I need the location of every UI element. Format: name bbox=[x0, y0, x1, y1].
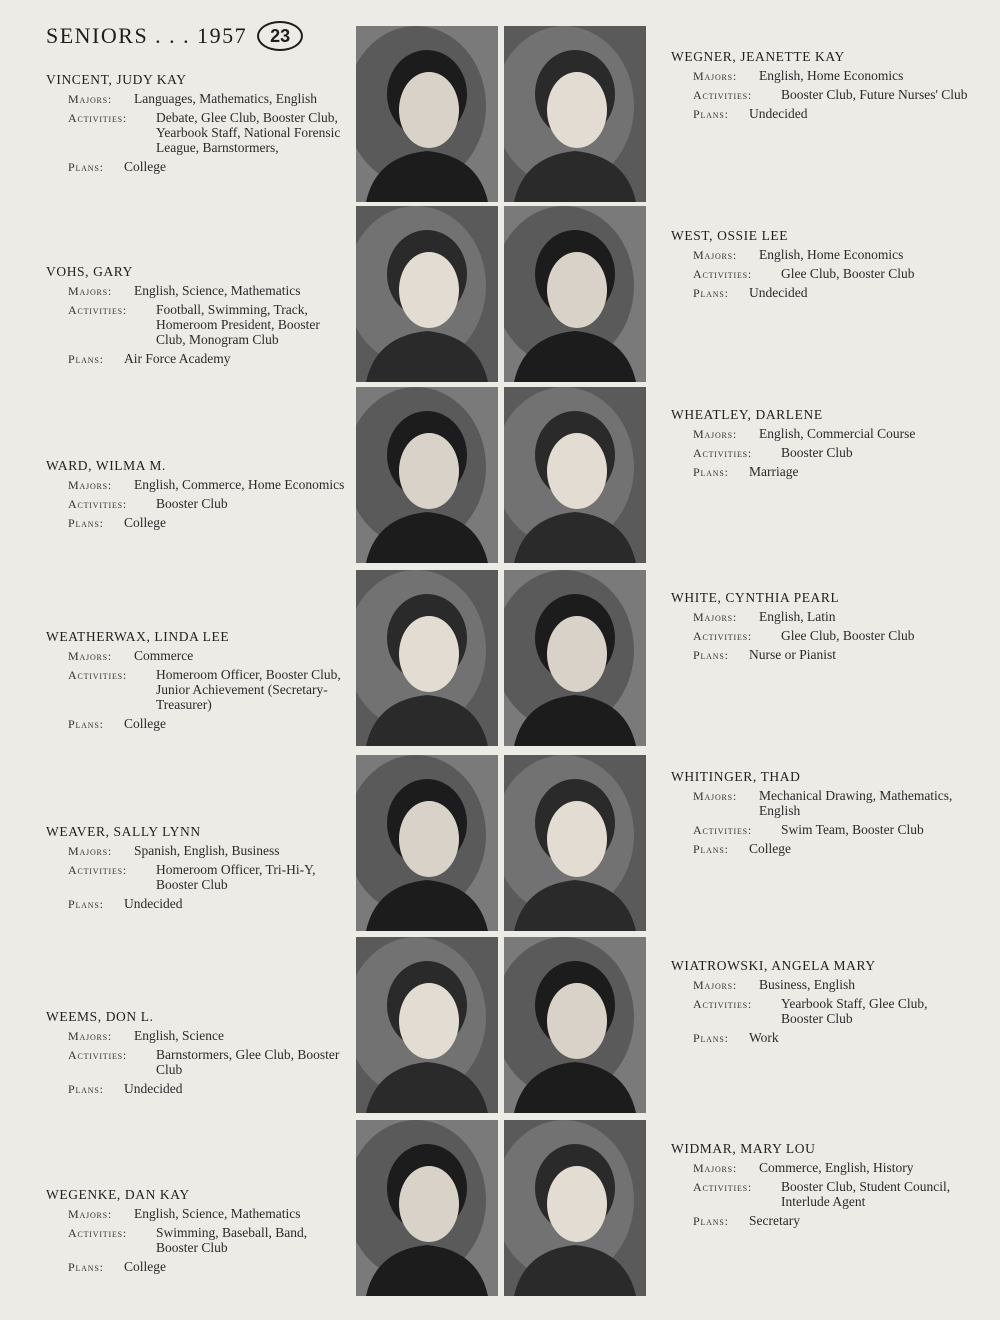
plans-row bbox=[68, 896, 346, 911]
plans-value: Undecided bbox=[749, 285, 808, 300]
majors-row bbox=[68, 843, 346, 858]
activities-row bbox=[68, 496, 346, 511]
plans-value: Marriage bbox=[749, 464, 799, 479]
page-number-badge: 23 bbox=[257, 21, 303, 51]
plans-row bbox=[693, 1030, 971, 1045]
activities-label: Activities: bbox=[693, 446, 753, 460]
senior-name: VINCENT, JUDY KAY bbox=[46, 72, 187, 87]
activities-value: Homeroom Officer, Tri-Hi-Y, Booster Club bbox=[156, 862, 316, 892]
page-header bbox=[46, 20, 303, 52]
majors-value: English, Commerce, Home Economics bbox=[134, 477, 345, 492]
plans-value: College bbox=[124, 1259, 166, 1274]
plans-row bbox=[68, 1259, 346, 1274]
portrait-photo bbox=[356, 570, 498, 746]
portrait-photo bbox=[356, 206, 498, 382]
senior-entry-widmar bbox=[671, 1141, 971, 1232]
portrait-photo bbox=[356, 937, 498, 1113]
senior-entry-whitinger bbox=[671, 769, 971, 860]
activities-row bbox=[693, 87, 971, 102]
plans-label: Plans: bbox=[68, 352, 104, 366]
activities-label: Activities: bbox=[68, 111, 128, 125]
senior-entry-wiatrowski bbox=[671, 958, 971, 1049]
majors-label: Majors: bbox=[68, 844, 113, 858]
activities-label: Activities: bbox=[693, 1180, 753, 1194]
majors-label: Majors: bbox=[68, 1207, 113, 1221]
majors-label: Majors: bbox=[68, 1029, 113, 1043]
activities-row bbox=[693, 266, 971, 281]
majors-value: English, Home Economics bbox=[759, 68, 904, 83]
portrait-photo bbox=[504, 26, 646, 202]
portrait-photo bbox=[356, 387, 498, 563]
senior-name: WEGNER, JEANETTE KAY bbox=[671, 49, 845, 64]
activities-label: Activities: bbox=[68, 497, 128, 511]
plans-label: Plans: bbox=[68, 516, 104, 530]
plans-row bbox=[68, 351, 346, 366]
senior-entry-ward bbox=[46, 458, 346, 534]
senior-entry-weatherwax bbox=[46, 629, 346, 735]
plans-label: Plans: bbox=[693, 107, 729, 121]
senior-name: WEEMS, DON L. bbox=[46, 1009, 154, 1024]
senior-entry-weems bbox=[46, 1009, 346, 1100]
plans-value: College bbox=[124, 515, 166, 530]
majors-row bbox=[693, 609, 971, 624]
majors-label: Majors: bbox=[68, 478, 113, 492]
plans-value: Air Force Academy bbox=[124, 351, 231, 366]
activities-row bbox=[68, 667, 346, 712]
plans-label: Plans: bbox=[68, 717, 104, 731]
activities-row bbox=[68, 302, 346, 347]
activities-row bbox=[68, 110, 346, 155]
activities-label: Activities: bbox=[68, 668, 128, 682]
senior-name: WIATROWSKI, ANGELA MARY bbox=[671, 958, 876, 973]
majors-label: Majors: bbox=[68, 649, 113, 663]
plans-row bbox=[693, 285, 971, 300]
activities-value: Debate, Glee Club, Booster Club, Yearbook Staff, National Forensic League, Barnstormers, bbox=[156, 110, 341, 155]
plans-value: College bbox=[124, 716, 166, 731]
majors-value: Business, English bbox=[759, 977, 856, 992]
majors-row bbox=[68, 477, 346, 492]
majors-row bbox=[68, 1206, 346, 1221]
plans-row bbox=[68, 515, 346, 530]
senior-name: WEATHERWAX, LINDA LEE bbox=[46, 629, 230, 644]
majors-value: English, Science, Mathematics bbox=[134, 1206, 301, 1221]
majors-label: Majors: bbox=[693, 610, 738, 624]
plans-label: Plans: bbox=[68, 1260, 104, 1274]
plans-label: Plans: bbox=[68, 160, 104, 174]
activities-value: Swimming, Baseball, Band, Booster Club bbox=[156, 1225, 308, 1255]
majors-value: English, Home Economics bbox=[759, 247, 904, 262]
plans-row bbox=[693, 647, 971, 662]
activities-value: Swim Team, Booster Club bbox=[781, 822, 924, 837]
plans-row bbox=[693, 464, 971, 479]
majors-row bbox=[693, 977, 971, 992]
plans-value: College bbox=[124, 159, 166, 174]
activities-row bbox=[693, 445, 971, 460]
activities-label: Activities: bbox=[68, 303, 128, 317]
senior-name: WEAVER, SALLY LYNN bbox=[46, 824, 201, 839]
senior-name: WEST, OSSIE LEE bbox=[671, 228, 789, 243]
plans-label: Plans: bbox=[68, 897, 104, 911]
plans-row bbox=[693, 1213, 971, 1228]
majors-value: English, Commercial Course bbox=[759, 426, 916, 441]
senior-name: WEGENKE, DAN KAY bbox=[46, 1187, 190, 1202]
activities-label: Activities: bbox=[693, 629, 753, 643]
majors-row bbox=[693, 1160, 971, 1175]
plans-row bbox=[68, 159, 346, 174]
portrait-photo bbox=[504, 206, 646, 382]
majors-row bbox=[693, 68, 971, 83]
activities-label: Activities: bbox=[68, 1048, 128, 1062]
activities-row bbox=[693, 996, 971, 1026]
majors-label: Majors: bbox=[693, 1161, 738, 1175]
plans-label: Plans: bbox=[693, 1214, 729, 1228]
senior-entry-weaver bbox=[46, 824, 346, 915]
senior-name: VOHS, GARY bbox=[46, 264, 134, 279]
activities-value: Glee Club, Booster Club bbox=[781, 628, 915, 643]
activities-row bbox=[693, 822, 971, 837]
activities-row bbox=[68, 1225, 346, 1255]
majors-value: Commerce bbox=[134, 648, 194, 663]
activities-label: Activities: bbox=[693, 267, 753, 281]
portrait-photo bbox=[356, 1120, 498, 1296]
plans-value: Work bbox=[749, 1030, 779, 1045]
senior-name: WHITE, CYNTHIA PEARL bbox=[671, 590, 840, 605]
majors-value: English, Latin bbox=[759, 609, 836, 624]
plans-label: Plans: bbox=[693, 842, 729, 856]
activities-row bbox=[693, 1179, 971, 1209]
activities-row bbox=[68, 862, 346, 892]
majors-row bbox=[68, 283, 346, 298]
activities-value: Booster Club, Future Nurses' Club bbox=[781, 87, 968, 102]
majors-row bbox=[68, 91, 346, 106]
activities-value: Glee Club, Booster Club bbox=[781, 266, 915, 281]
senior-entry-wheatley bbox=[671, 407, 971, 483]
majors-row bbox=[693, 788, 971, 818]
senior-name: WHITINGER, THAD bbox=[671, 769, 801, 784]
activities-row bbox=[68, 1047, 346, 1077]
activities-value: Booster Club bbox=[781, 445, 853, 460]
portrait-photo bbox=[356, 755, 498, 931]
majors-label: Majors: bbox=[693, 69, 738, 83]
majors-row bbox=[68, 648, 346, 663]
majors-value: English, Science bbox=[134, 1028, 224, 1043]
activities-value: Homeroom Officer, Booster Club, Junior Achievement (Secretary-Treasurer) bbox=[156, 667, 341, 712]
senior-name: WARD, WILMA M. bbox=[46, 458, 166, 473]
plans-row bbox=[693, 106, 971, 121]
activities-label: Activities: bbox=[68, 863, 128, 877]
portrait-photo bbox=[504, 387, 646, 563]
portrait-photo bbox=[504, 1120, 646, 1296]
plans-value: College bbox=[749, 841, 791, 856]
majors-label: Majors: bbox=[68, 284, 113, 298]
plans-value: Undecided bbox=[124, 1081, 183, 1096]
majors-label: Majors: bbox=[693, 978, 738, 992]
majors-row bbox=[693, 247, 971, 262]
activities-value: Booster Club bbox=[156, 496, 228, 511]
majors-value: Spanish, English, Business bbox=[134, 843, 280, 858]
activities-label: Activities: bbox=[693, 997, 753, 1011]
majors-value: English, Science, Mathematics bbox=[134, 283, 301, 298]
senior-entry-white bbox=[671, 590, 971, 666]
activities-value: Barnstormers, Glee Club, Booster Club bbox=[156, 1047, 340, 1077]
majors-value: Commerce, English, History bbox=[759, 1160, 914, 1175]
majors-label: Majors: bbox=[693, 248, 738, 262]
plans-label: Plans: bbox=[68, 1082, 104, 1096]
plans-value: Secretary bbox=[749, 1213, 800, 1228]
majors-label: Majors: bbox=[693, 789, 738, 803]
plans-value: Undecided bbox=[749, 106, 808, 121]
portrait-photo bbox=[504, 937, 646, 1113]
plans-value: Nurse or Pianist bbox=[749, 647, 836, 662]
portrait-photo bbox=[356, 26, 498, 202]
majors-label: Majors: bbox=[68, 92, 113, 106]
majors-value: Languages, Mathematics, English bbox=[134, 91, 317, 106]
plans-row bbox=[693, 841, 971, 856]
senior-entry-wegenke bbox=[46, 1187, 346, 1278]
plans-label: Plans: bbox=[693, 648, 729, 662]
portrait-photo bbox=[504, 755, 646, 931]
activities-label: Activities: bbox=[693, 88, 753, 102]
activities-label: Activities: bbox=[68, 1226, 128, 1240]
activities-row bbox=[693, 628, 971, 643]
majors-value: Mechanical Drawing, Mathematics, English bbox=[759, 788, 953, 818]
majors-label: Majors: bbox=[693, 427, 738, 441]
plans-label: Plans: bbox=[693, 465, 729, 479]
senior-entry-vincent bbox=[46, 72, 346, 178]
activities-value: Yearbook Staff, Glee Club, Booster Club bbox=[781, 996, 928, 1026]
senior-name: WHEATLEY, DARLENE bbox=[671, 407, 823, 422]
senior-entry-west bbox=[671, 228, 971, 304]
senior-name: WIDMAR, MARY LOU bbox=[671, 1141, 816, 1156]
activities-label: Activities: bbox=[693, 823, 753, 837]
plans-row bbox=[68, 1081, 346, 1096]
activities-value: Football, Swimming, Track, Homeroom President, Booster Club, Monogram Club bbox=[156, 302, 320, 347]
activities-value: Booster Club, Student Council, Interlude Agent bbox=[781, 1179, 951, 1209]
senior-entry-vohs bbox=[46, 264, 346, 370]
majors-row bbox=[68, 1028, 346, 1043]
plans-row bbox=[68, 716, 346, 731]
page-title: SENIORS . . . 1957 bbox=[46, 23, 248, 48]
plans-label: Plans: bbox=[693, 286, 729, 300]
portrait-photo bbox=[504, 570, 646, 746]
senior-entry-wegner bbox=[671, 49, 971, 125]
majors-row bbox=[693, 426, 971, 441]
plans-label: Plans: bbox=[693, 1031, 729, 1045]
plans-value: Undecided bbox=[124, 896, 183, 911]
